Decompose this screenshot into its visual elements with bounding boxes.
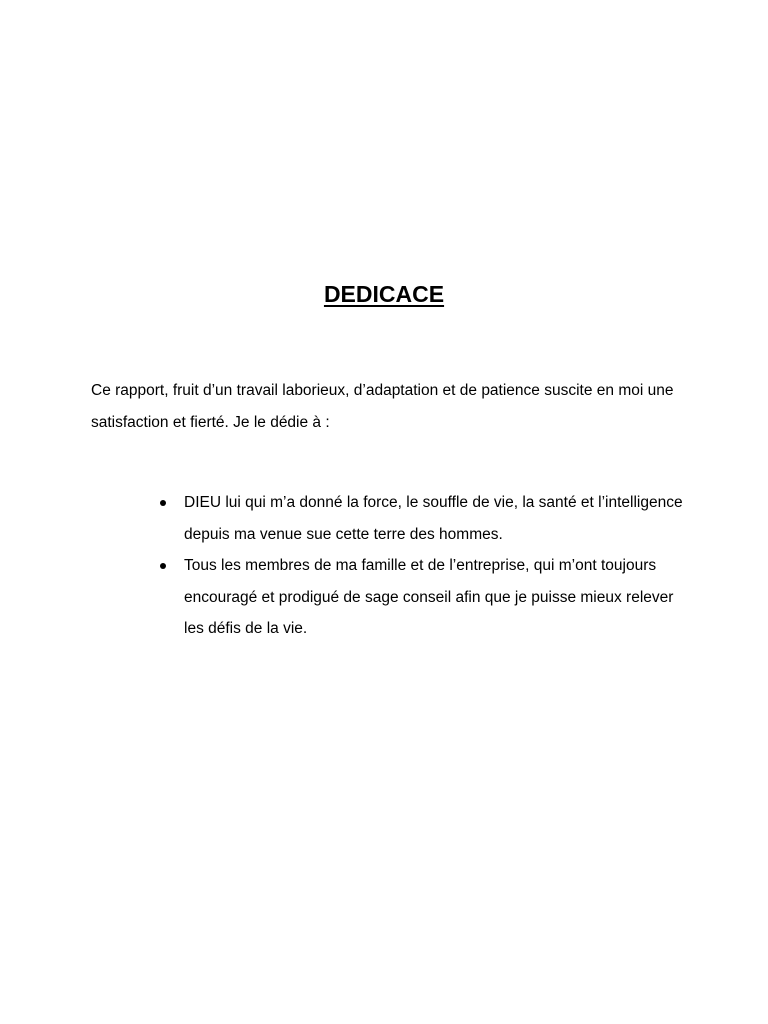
list-item-dieu <box>160 487 690 550</box>
bullet-icon <box>160 500 166 506</box>
list-item-text: Tous les membres de ma famille et de l’entreprise, qui m’ont toujours encouragé et prodigué de sage conseil afin que je puisse mieux relever les défis de la vie. <box>184 557 674 637</box>
bullet-icon <box>160 563 166 569</box>
dedication-list <box>160 487 690 645</box>
page-title: DEDICACE <box>323 281 445 308</box>
intro-paragraph: Ce rapport, fruit d’un travail laborieux, d’adaptation et de patience suscite en moi une satisfaction et fierté. Je le dédie à : <box>91 382 674 431</box>
list-item-text: DIEU lui qui m’a donné la force, le souffle de vie, la santé et l’intelligence depuis ma venue sue cette terre des hommes. <box>184 494 683 543</box>
list-item-famille <box>160 550 690 645</box>
